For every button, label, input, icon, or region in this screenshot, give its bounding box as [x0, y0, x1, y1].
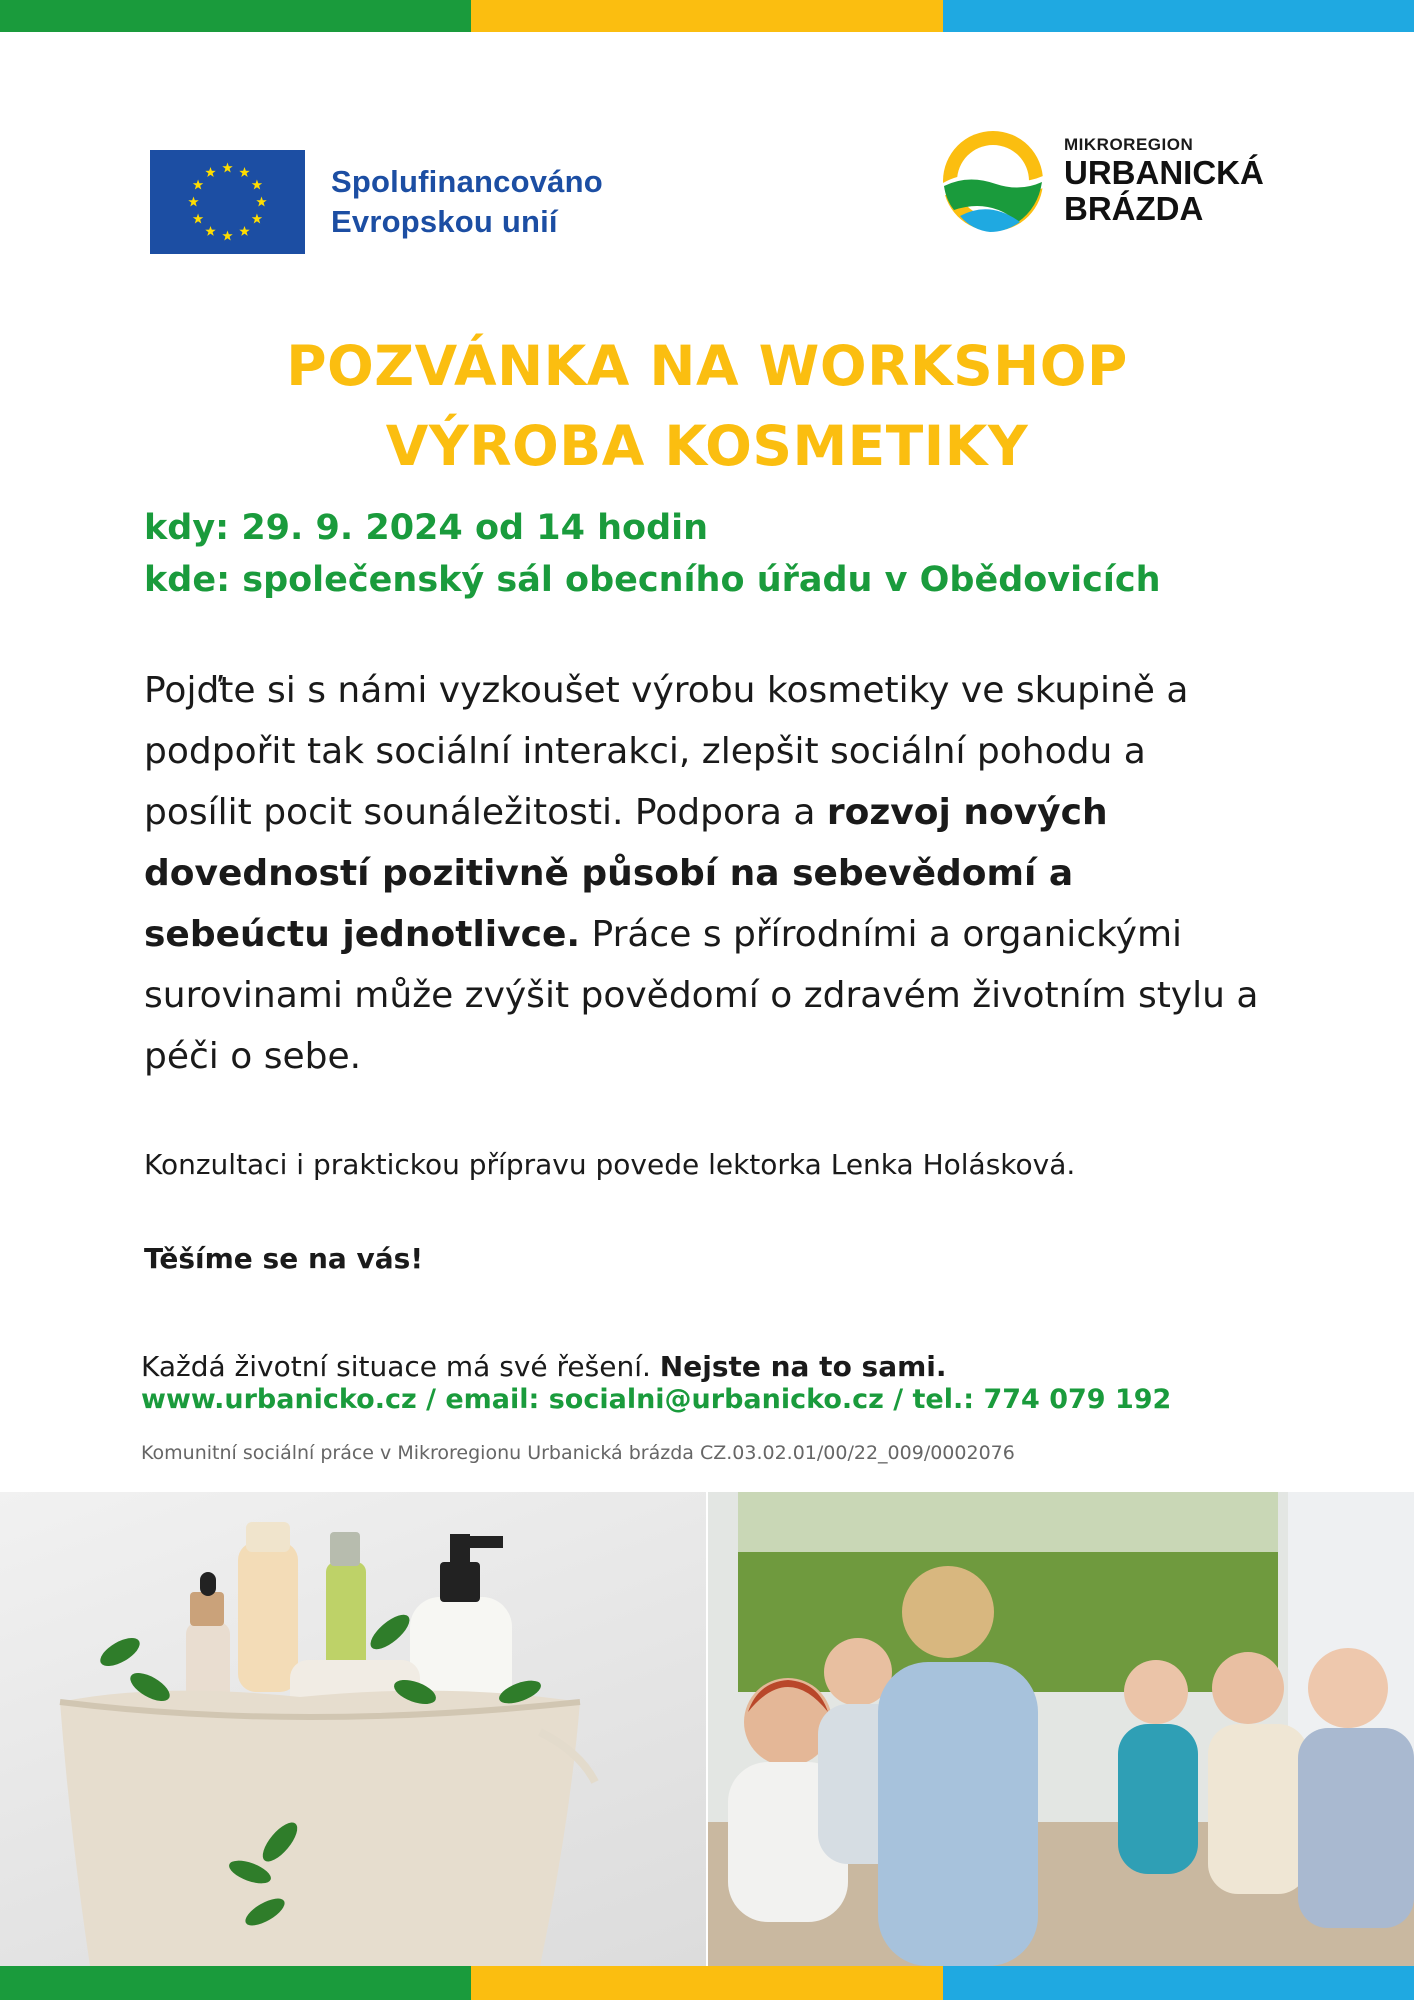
intro-paragraph: [144, 660, 1264, 1087]
welcome-text: Těšíme se na vás!: [144, 1242, 424, 1275]
eu-star: [205, 226, 215, 236]
eu-star: [193, 180, 203, 190]
eu-star: [193, 214, 203, 224]
eu-logo-line1: Spolufinancováno: [331, 164, 603, 199]
eu-star: [252, 180, 262, 190]
motto-bold: Nejste na to sami.: [659, 1350, 947, 1383]
seniors-workshop-photo: [708, 1492, 1414, 1966]
logo-line2: BRÁZDA: [1064, 190, 1204, 227]
sun-landscape-icon: [940, 128, 1046, 234]
eu-star: [256, 197, 266, 207]
eu-star: [205, 167, 215, 177]
invitation-title: [0, 326, 1414, 486]
event-date: kdy: 29. 9. 2024 od 14 hodin: [144, 508, 709, 548]
eu-star: [252, 214, 262, 224]
title-line1: POZVÁNKA NA WORKSHOP: [286, 334, 1128, 398]
cosmetics-bag-photo: [0, 1492, 706, 1966]
intro-text-2: Práce s přírodními a organickými surovinami může zvýšit povědomí o zdravém životním stylu a péči o sebe.: [144, 914, 1259, 1077]
motto-text: Každá životní situace má své řešení.: [141, 1350, 660, 1383]
mikroregion-logo: [940, 128, 1264, 234]
eu-star: [239, 167, 249, 177]
contact-line: www.urbanicko.cz / email: socialni@urbanicko.cz / tel.: 774 079 192: [141, 1384, 1172, 1415]
eu-star: [222, 231, 232, 241]
eu-cofinancing-logo: [150, 150, 603, 254]
project-reference: Komunitní sociální práce v Mikroregionu Urbanická brázda CZ.03.02.01/00/22_009/0002076: [141, 1442, 1015, 1464]
title-line2: VÝROBA KOSMETIKY: [385, 414, 1029, 478]
intro-bold-text: rozvoj nových dovedností pozitivně působí na sebevědomí a sebeúctu jednotlivce.: [144, 792, 1108, 955]
top-color-stripe: [0, 0, 1414, 32]
logo-small-text: MIKROREGION: [1064, 135, 1194, 154]
eu-star: [222, 163, 232, 173]
event-location: kde: společenský sál obecního úřadu v Obědovicích: [144, 560, 1161, 600]
eu-flag-icon: [150, 150, 305, 254]
eu-star: [239, 226, 249, 236]
logo-line1: URBANICKÁ: [1064, 154, 1264, 191]
footer-motto: [141, 1350, 947, 1383]
eu-logo-line2: Evropskou unií: [331, 204, 558, 239]
intro-text-1: Pojďte si s námi vyzkoušet výrobu kosmetiky ve skupině a podpořit tak sociální interakci, zlepšit sociální pohodu a posílit pocit sounáležitosti. Podpora a: [144, 670, 1189, 833]
eu-star: [188, 197, 198, 207]
lector-note: Konzultaci i praktickou přípravu povede lektorka Lenka Holásková.: [144, 1148, 1076, 1181]
bottom-color-stripe: [0, 1966, 1414, 2000]
